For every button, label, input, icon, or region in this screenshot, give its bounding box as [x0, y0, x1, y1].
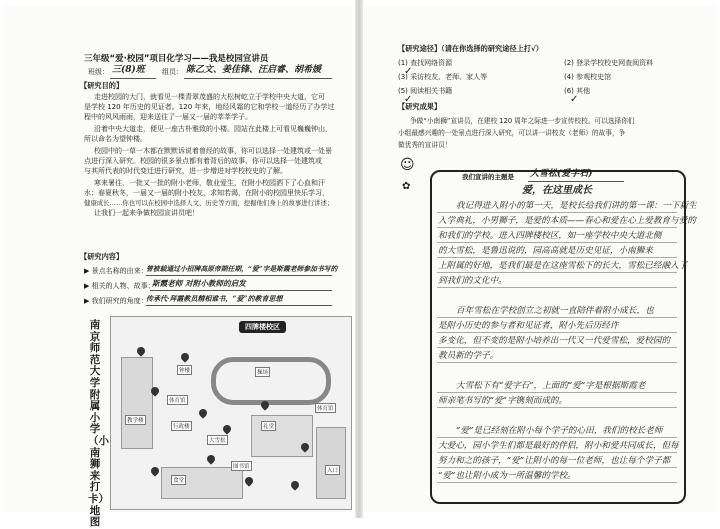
map-pin-icon[interactable]: [179, 351, 190, 362]
purpose-line: 校园中的一草一木都在默默诉说着曾经的故事，你可以选择一处建筑或一处景: [94, 147, 332, 155]
speech-line: 大雪松下有“爱字石”，上面的“爱”字是根据斯霞老: [456, 381, 646, 391]
map-pin-icon[interactable]: [243, 475, 254, 486]
method-option-2[interactable]: [564, 58, 653, 68]
method-text: 阅读相关书籍: [410, 87, 453, 95]
answer-underline: [146, 275, 332, 276]
speech-line: 多变化，但不变的是附小培养出一代又一代爱雪松，爱校园的: [438, 336, 671, 346]
check-mark-icon: ✓: [404, 94, 413, 105]
topic-label: 我们宣讲的主题是: [462, 173, 514, 181]
ruled-line: [437, 467, 677, 468]
ruled-line: [437, 452, 677, 453]
map-label: 体育馆: [315, 403, 336, 413]
building-block: [121, 357, 153, 449]
result-line: 小组最感兴趣的一处景点进行深入研究，可以讲一讲校友（老师）的故事，争: [398, 129, 626, 137]
content-label: ▶ 我们研究的角度：: [84, 297, 148, 305]
ruled-line: [437, 287, 677, 288]
map-pin-icon[interactable]: [221, 423, 232, 434]
map-label: 钟楼: [177, 365, 192, 375]
map-pin-icon[interactable]: [289, 479, 300, 490]
purpose-line: 与其所代表的时代变迁进行研究，进一步增进对学校校史的了解。: [84, 167, 287, 175]
method-text: 查找网络资源: [410, 59, 453, 67]
check-mark-icon: ✓: [404, 66, 413, 77]
ruled-line: [437, 242, 677, 243]
content-label-text: 相关的人物、故事：: [91, 282, 155, 290]
content-label: ▶ 景点名称的由来：: [84, 267, 148, 275]
cartoon-child-icon: ☺: [400, 157, 415, 173]
map-heading: 四牌楼校区: [239, 321, 286, 333]
answer-underline: [146, 305, 332, 306]
running-track: [211, 357, 331, 405]
speech-line: 教员新的学子。: [438, 351, 499, 361]
cartoon-decoration-icon: ✿: [402, 181, 411, 192]
map-label: 教学楼: [125, 415, 146, 425]
speech-line: 上附属的好地，是我们最是在这座雪松下的长大，雪松已经融入了: [438, 261, 688, 271]
method-number: (5): [398, 87, 408, 95]
ruled-line: [437, 482, 677, 483]
speech-line: 大爱心，园小学生们都是最好的伴侣，附小和爱共同成长，但每: [438, 441, 679, 451]
ruled-line: [437, 362, 677, 363]
check-mark-icon: ✓: [570, 94, 579, 105]
purpose-line: 程中的风风雨雨，迎来送往了一届又一届的莘莘学子。: [84, 113, 252, 121]
answer-underline: [150, 290, 332, 291]
map-pin-icon[interactable]: [205, 453, 216, 464]
map-pin-icon[interactable]: [135, 345, 146, 356]
ruled-line: [437, 347, 677, 348]
topic-value: 大雪松(爱字石): [530, 169, 593, 179]
content-label: ▶ 相关的人物、故事：: [84, 282, 155, 290]
map-label: 体育馆: [167, 395, 188, 405]
purpose-line: 寒来暑往，一批又一批的附小老师，敬业爱生，在附小校园洒下了心血和汗: [94, 179, 325, 187]
members-label: 组员：: [162, 68, 183, 76]
map-label: 大雪松: [207, 435, 228, 445]
method-heading: 【研究途径】（请在你选择的研究途径上打√）: [398, 44, 543, 53]
ruled-line: [437, 437, 677, 438]
content-label-text: 我们研究的角度：: [91, 297, 148, 305]
map-label: 操场: [255, 367, 270, 377]
method-number: (3): [398, 73, 408, 81]
purpose-line: 点进行深入研究。校园的很多景点都有着背后的故事，你可以选择一处建筑或: [84, 157, 322, 165]
ruled-line: [437, 227, 677, 228]
speech-line: 入学典礼，小男狮子，是爱的本质——春心和爱在心上爱教育与爱的: [438, 216, 696, 226]
members-value: 陈乙文、姜佳锋、汪启睿、胡希媛: [186, 65, 322, 75]
method-number: (6): [564, 87, 574, 95]
ruled-line: [437, 257, 677, 258]
speech-title: 爱，在这里成长: [522, 185, 592, 196]
method-text: 参观校史馆: [576, 73, 612, 81]
purpose-heading: 【研究目的】: [80, 81, 124, 90]
purpose-line: 水；春夏秋冬，一届又一届的附小校友，求知若渴，在附小的校园里快乐学习，: [84, 189, 329, 197]
ruled-line: [437, 407, 677, 408]
map-label: 礼堂: [261, 421, 276, 431]
method-text: 采访校友、老师、家人等: [410, 73, 488, 81]
result-line: 做优秀的宣讲员！: [398, 141, 452, 149]
speech-line: “爱”是已经刻在附小每个学子的心田，我们的校长老师: [456, 426, 663, 436]
map-vertical-title: 南京师范大学附属小学（小南狮来打卡）地图: [88, 319, 109, 529]
result-heading: 【研究成果】: [398, 102, 442, 111]
speech-line: “爱”也让附小成为一所温馨的学校。: [438, 471, 576, 481]
speech-line: 师亲笔书写的“爱”字镌刻而成的。: [438, 396, 568, 406]
ruled-line: [437, 392, 677, 393]
worksheet-title: 三年级“爱·校园”项目化学习——我是校园宣讲员: [84, 54, 269, 64]
class-underline: [110, 78, 156, 79]
speech-line: 和我们的学校。进入四牌楼校区，如一座学校中央大道北侧: [438, 231, 662, 241]
content-answer: 曾被载通过小招牌高原帝期任期，“爱”字是斯霞老师参加书写的: [146, 265, 338, 273]
speech-line: 的大雪松，是鲁迅说的，园高高就是历史见证，小南狮来: [438, 246, 653, 256]
content-answer: 斯霞老师 对附小教师的启发: [152, 279, 246, 288]
result-line: 争做“小南狮”宣讲员，在建校 120 周年之际进一步宣传校校。可以选择你们: [410, 117, 635, 125]
method-text: 登录学校校史网查阅资料: [576, 59, 654, 67]
members-underline: [184, 78, 332, 79]
method-option-4[interactable]: [564, 72, 611, 82]
ruled-line: [437, 272, 677, 273]
map-label: 食堂: [171, 475, 186, 485]
speech-line: 到我们的文化中。: [438, 276, 507, 286]
speech-line: 是附小历史的参与者和见证者，附小先后历经许: [438, 321, 619, 331]
topic-underline: [528, 181, 624, 182]
method-number: (2): [564, 59, 574, 67]
campus-map: [110, 316, 352, 510]
map-label: 图书馆: [231, 461, 252, 471]
speech-line: 百年雪松在学校创立之初就一直陪伴着附小成长，也: [456, 306, 654, 316]
class-label: 班级：: [88, 68, 109, 76]
speech-line: 我记得进入附小的第一天，是校长给我们讲的第一课：一下新生: [456, 201, 697, 211]
map-label: 入口: [325, 465, 340, 475]
page-fold: [355, 0, 363, 518]
content-label-text: 景点名称的由来：: [91, 267, 148, 275]
purpose-line: 让我们一起来争做校园宣讲员吧！: [94, 209, 199, 217]
map-pin-icon[interactable]: [197, 407, 208, 418]
map-pin-icon[interactable]: [149, 465, 160, 476]
content-answer: 传承代·拜霞教员精相谁书，“爱”的教育思想: [146, 294, 283, 303]
method-text: 其他: [576, 87, 591, 95]
map-label: 行政楼: [171, 421, 192, 431]
purpose-line: 走进校园的大门，就看见一棵青翠茂盛的大松树屹立于学校中央大道，它可: [94, 93, 325, 101]
purpose-line: 沿着中央大道走，便见一座古朴雅致的小楼。园站在此楼上可看见巍巍钟山，: [94, 125, 332, 133]
purpose-line: 健康成长……你也可以在校园中选择人文、历史等方面，挖掘他们身上的故事进行讲述；: [84, 199, 334, 207]
ruled-line: [437, 332, 677, 333]
speech-line: 努力和之的孩子，“爱”让附小的每一位老师，也让每个学子都: [438, 456, 671, 466]
content-heading: 【研究内容】: [80, 252, 124, 261]
class-value: 三(8)班: [112, 65, 145, 75]
building-block: [316, 427, 346, 499]
method-number: (1): [398, 59, 408, 67]
purpose-line: 是学校 120 年历史的见证者。120 年来，地经风霜的它和学校一道经历了办学过: [84, 103, 335, 111]
ruled-line: [437, 212, 677, 213]
ruled-line: [437, 317, 677, 318]
method-number: (4): [564, 73, 574, 81]
purpose-line: 所以命名为望钟楼。: [84, 135, 147, 143]
